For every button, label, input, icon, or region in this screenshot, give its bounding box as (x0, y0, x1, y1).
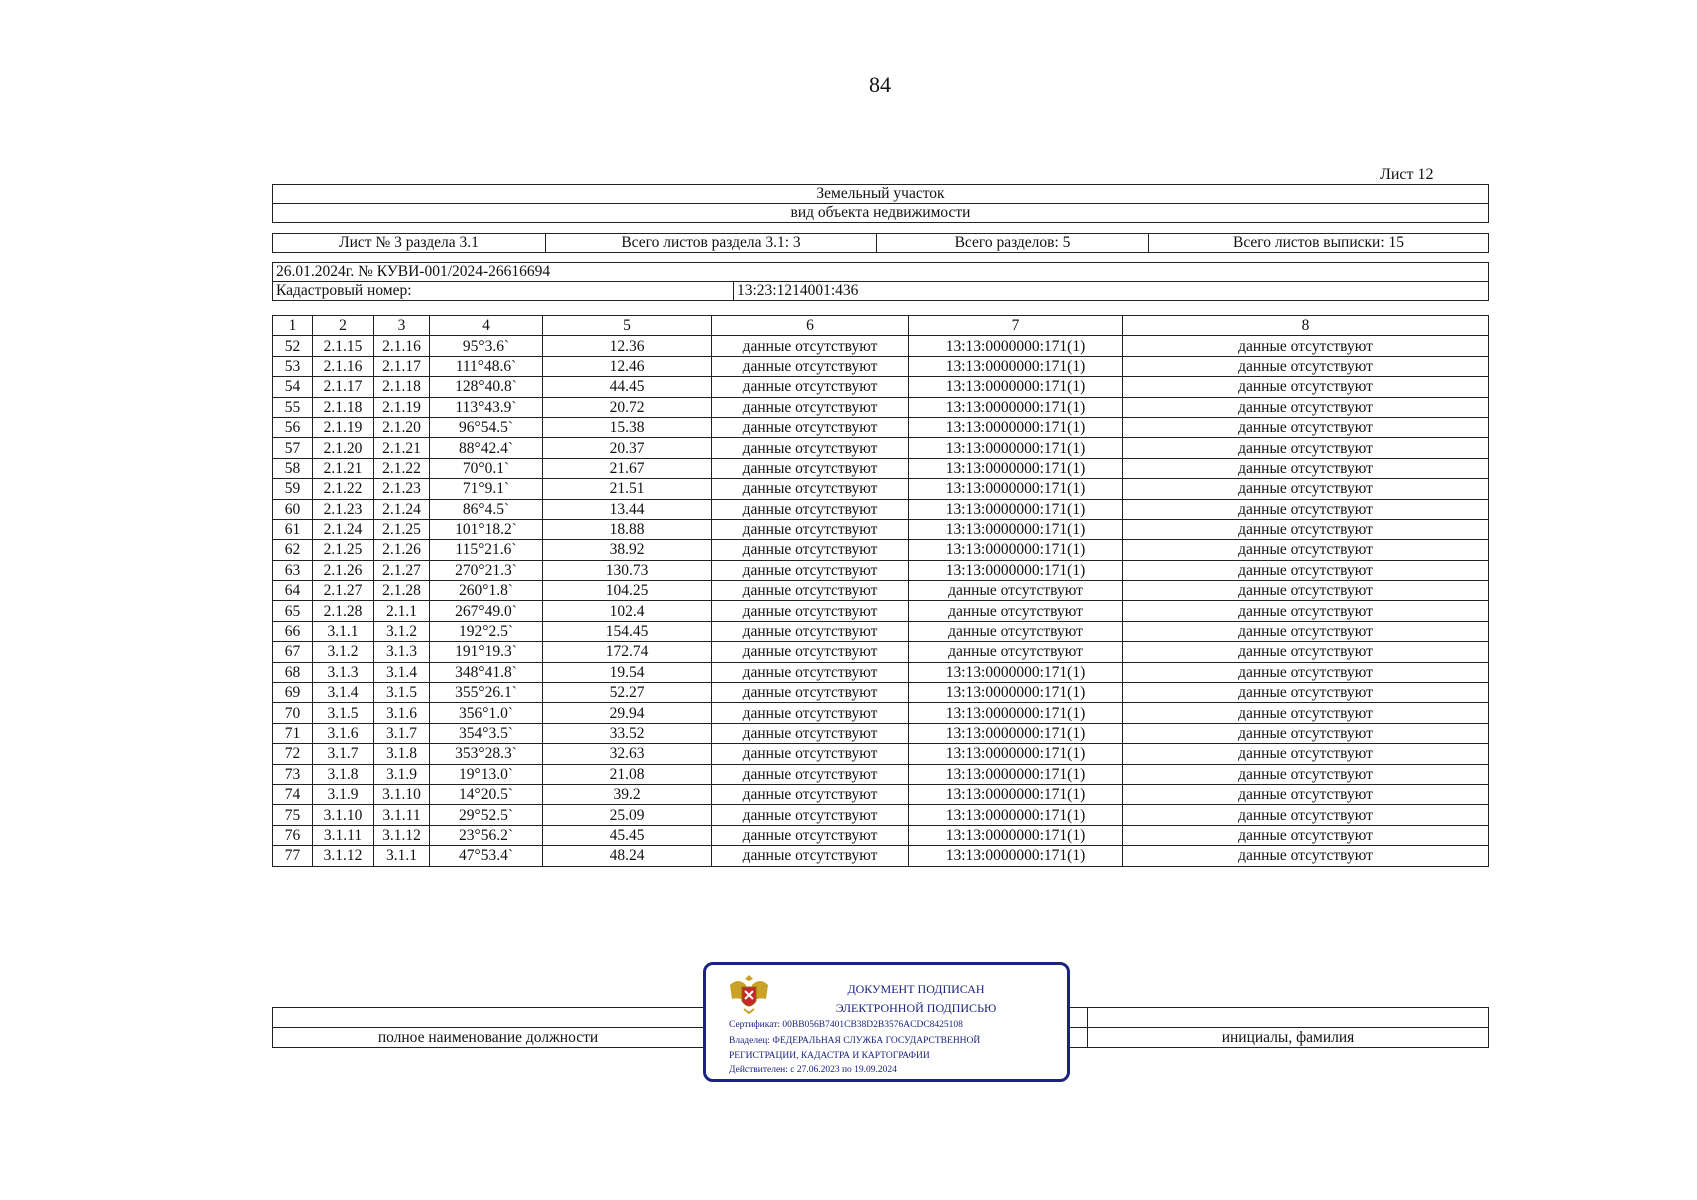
table-cell: 2.1.25 (313, 540, 374, 560)
table-cell: 64 (273, 581, 313, 601)
table-cell: 3.1.2 (374, 621, 430, 641)
table-cell: данные отсутствуют (1123, 846, 1489, 866)
table-cell: 61 (273, 519, 313, 539)
table-cell: 69 (273, 683, 313, 703)
table-cell: 48.24 (543, 846, 712, 866)
table-cell: 2.1.21 (313, 458, 374, 478)
table-cell: 101°18.2` (430, 519, 543, 539)
table-row (273, 438, 1489, 458)
table-cell: 56 (273, 417, 313, 437)
table-cell: 2.1.26 (374, 540, 430, 560)
table-cell: 38.92 (543, 540, 712, 560)
table-cell: данные отсутствуют (712, 581, 909, 601)
table-cell: 13:13:0000000:171(1) (909, 540, 1123, 560)
table-cell: 13:13:0000000:171(1) (909, 764, 1123, 784)
table-cell: 63 (273, 560, 313, 580)
table-cell: данные отсутствуют (712, 601, 909, 621)
table-cell: данные отсутствуют (712, 662, 909, 682)
table-cell: 3.1.5 (374, 683, 430, 703)
table-cell: 13:13:0000000:171(1) (909, 356, 1123, 376)
table-cell: 270°21.3` (430, 560, 543, 580)
column-header: 8 (1123, 316, 1489, 336)
table-cell: 115°21.6` (430, 540, 543, 560)
page-number: 84 (869, 72, 891, 97)
table-row (273, 417, 1489, 437)
table-cell: данные отсутствуют (712, 805, 909, 825)
table-cell: 102.4 (543, 601, 712, 621)
table-cell: 3.1.9 (374, 764, 430, 784)
table-cell: 2.1.19 (313, 417, 374, 437)
table-cell: 13:13:0000000:171(1) (909, 417, 1123, 437)
column-header: 6 (712, 316, 909, 336)
table-cell: 88°42.4` (430, 438, 543, 458)
table-cell: 15.38 (543, 417, 712, 437)
table-cell: данные отсутствуют (712, 744, 909, 764)
table-cell: 3.1.1 (313, 621, 374, 641)
table-cell: данные отсутствуют (712, 417, 909, 437)
coat-of-arms-icon (726, 971, 772, 1015)
table-cell: 13:13:0000000:171(1) (909, 397, 1123, 417)
table-cell: данные отсутствуют (1123, 784, 1489, 804)
table-row (273, 805, 1489, 825)
table-row (273, 703, 1489, 723)
table-cell: данные отсутствуют (1123, 764, 1489, 784)
table-cell: 2.1.22 (313, 479, 374, 499)
column-header: 1 (273, 316, 313, 336)
table-row (273, 764, 1489, 784)
table-cell: данные отсутствуют (1123, 683, 1489, 703)
table-cell: 3.1.10 (374, 784, 430, 804)
table-cell: 2.1.25 (374, 519, 430, 539)
table-cell: 2.1.24 (374, 499, 430, 519)
table-cell: 68 (273, 662, 313, 682)
table-cell: данные отсутствуют (712, 356, 909, 376)
table-cell: данные отсутствуют (1123, 642, 1489, 662)
table-cell: 53 (273, 356, 313, 376)
table-cell: 355°26.1` (430, 683, 543, 703)
table-cell: 3.1.11 (313, 825, 374, 845)
table-cell: данные отсутствуют (712, 458, 909, 478)
table-cell: данные отсутствуют (1123, 499, 1489, 519)
table-cell: 77 (273, 846, 313, 866)
table-cell: данные отсутствуют (712, 764, 909, 784)
table-cell: 58 (273, 458, 313, 478)
registration-table (272, 262, 1489, 301)
table-cell: данные отсутствуют (712, 846, 909, 866)
table-cell: данные отсутствуют (712, 438, 909, 458)
table-cell: 57 (273, 438, 313, 458)
table-cell: 2.1.22 (374, 458, 430, 478)
table-cell: данные отсутствуют (1123, 621, 1489, 641)
table-cell: 104.25 (543, 581, 712, 601)
table-cell: 191°19.3` (430, 642, 543, 662)
table-cell: 354°3.5` (430, 723, 543, 743)
table-cell: данные отсутствуют (1123, 336, 1489, 356)
table-cell: 14°20.5` (430, 784, 543, 804)
table-cell: 70 (273, 703, 313, 723)
table-cell: 20.72 (543, 397, 712, 417)
table-cell: данные отсутствуют (712, 825, 909, 845)
table-cell: 2.1.20 (313, 438, 374, 458)
table-cell: 2.1.19 (374, 397, 430, 417)
table-row (273, 683, 1489, 703)
table-cell: данные отсутствуют (1123, 417, 1489, 437)
table-cell: 2.1.1 (374, 601, 430, 621)
table-row (273, 601, 1489, 621)
table-cell: 47°53.4` (430, 846, 543, 866)
table-cell: 13:13:0000000:171(1) (909, 846, 1123, 866)
table-cell: 13:13:0000000:171(1) (909, 560, 1123, 580)
sheet-label: Лист 12 (1380, 166, 1434, 183)
table-cell: 25.09 (543, 805, 712, 825)
table-cell: 54 (273, 377, 313, 397)
table-cell: 60 (273, 499, 313, 519)
table-cell: 13:13:0000000:171(1) (909, 458, 1123, 478)
table-cell: 74 (273, 784, 313, 804)
table-cell: данные отсутствуют (712, 784, 909, 804)
table-row (273, 336, 1489, 356)
stamp-validity: Действителен: с 27.06.2023 по 19.09.2024 (729, 1065, 897, 1075)
sheet-of-section: Лист № 3 раздела 3.1 (273, 234, 546, 253)
position-caption: полное наименование должности (273, 1028, 704, 1048)
table-cell: 13:13:0000000:171(1) (909, 499, 1123, 519)
table-cell: 13:13:0000000:171(1) (909, 336, 1123, 356)
table-cell: 13:13:0000000:171(1) (909, 784, 1123, 804)
table-cell: 3.1.4 (313, 683, 374, 703)
table-cell: 33.52 (543, 723, 712, 743)
table-cell: данные отсутствуют (712, 499, 909, 519)
table-cell: 113°43.9` (430, 397, 543, 417)
table-cell: 3.1.5 (313, 703, 374, 723)
table-header-row (273, 316, 1489, 336)
table-cell: 67 (273, 642, 313, 662)
table-cell: 2.1.16 (313, 356, 374, 376)
electronic-signature-stamp (703, 962, 1070, 1082)
table-cell: 18.88 (543, 519, 712, 539)
table-cell: 3.1.10 (313, 805, 374, 825)
table-cell: 3.1.12 (374, 825, 430, 845)
object-header-table (272, 184, 1489, 223)
table-cell: 72 (273, 744, 313, 764)
table-cell: 29°52.5` (430, 805, 543, 825)
table-cell: 2.1.23 (313, 499, 374, 519)
table-cell: 66 (273, 621, 313, 641)
position-line (273, 1008, 704, 1028)
table-cell: 45.45 (543, 825, 712, 845)
table-cell: 2.1.27 (313, 581, 374, 601)
table-cell: 20.37 (543, 438, 712, 458)
table-cell: 19°13.0` (430, 764, 543, 784)
table-cell: 2.1.27 (374, 560, 430, 580)
column-header: 3 (374, 316, 430, 336)
table-cell: данные отсутствуют (1123, 479, 1489, 499)
date-number: 26.01.2024г. № КУВИ-001/2024-26616694 (273, 263, 1489, 282)
table-cell: данные отсутствуют (712, 479, 909, 499)
table-cell: данные отсутствуют (1123, 825, 1489, 845)
table-cell: 3.1.8 (313, 764, 374, 784)
table-cell: 21.67 (543, 458, 712, 478)
table-cell: 3.1.9 (313, 784, 374, 804)
object-type: Земельный участок (273, 185, 1489, 204)
column-header: 4 (430, 316, 543, 336)
table-cell: 13:13:0000000:171(1) (909, 723, 1123, 743)
table-cell: 52.27 (543, 683, 712, 703)
table-cell: 2.1.17 (313, 377, 374, 397)
table-cell: 12.46 (543, 356, 712, 376)
table-cell: 2.1.24 (313, 519, 374, 539)
summary-table (272, 233, 1489, 253)
table-cell: 2.1.16 (374, 336, 430, 356)
table-cell: данные отсутствуют (712, 336, 909, 356)
total-sheets-section: Всего листов раздела 3.1: 3 (546, 234, 877, 253)
table-cell: данные отсутствуют (712, 683, 909, 703)
table-row (273, 662, 1489, 682)
table-cell: 39.2 (543, 784, 712, 804)
table-cell: данные отсутствуют (1123, 723, 1489, 743)
table-cell: 2.1.28 (374, 581, 430, 601)
table-cell: данные отсутствуют (1123, 458, 1489, 478)
table-row (273, 723, 1489, 743)
stamp-owner-line2: РЕГИСТРАЦИИ, КАДАСТРА И КАРТОГРАФИИ (729, 1051, 930, 1061)
table-cell: данные отсутствуют (909, 642, 1123, 662)
table-cell: 3.1.3 (374, 642, 430, 662)
table-cell: 3.1.11 (374, 805, 430, 825)
table-cell: 260°1.8` (430, 581, 543, 601)
table-row (273, 458, 1489, 478)
cadastral-value: 13:23:1214001:436 (734, 282, 1489, 301)
table-cell: 154.45 (543, 621, 712, 641)
table-cell: 76 (273, 825, 313, 845)
table-cell: 3.1.7 (374, 723, 430, 743)
table-cell: 65 (273, 601, 313, 621)
table-cell: 71°9.1` (430, 479, 543, 499)
name-line (1088, 1008, 1489, 1028)
table-cell: 70°0.1` (430, 458, 543, 478)
table-cell: 192°2.5` (430, 621, 543, 641)
table-cell: 3.1.2 (313, 642, 374, 662)
stamp-title-line1: ДОКУМЕНТ ПОДПИСАН (847, 982, 985, 996)
table-row (273, 621, 1489, 641)
table-cell: данные отсутствуют (1123, 397, 1489, 417)
object-type-caption: вид объекта недвижимости (273, 204, 1489, 223)
table-cell: 2.1.28 (313, 601, 374, 621)
table-cell: данные отсутствуют (1123, 744, 1489, 764)
table-cell: данные отсутствуют (712, 642, 909, 662)
table-cell: данные отсутствуют (1123, 805, 1489, 825)
cadastral-label: Кадастровый номер: (273, 282, 734, 301)
total-sheets: Всего листов выписки: 15 (1149, 234, 1489, 253)
table-cell: 62 (273, 540, 313, 560)
table-row (273, 356, 1489, 376)
table-cell: данные отсутствуют (712, 723, 909, 743)
table-cell: 3.1.3 (313, 662, 374, 682)
table-cell: данные отсутствуют (712, 560, 909, 580)
table-row (273, 846, 1489, 866)
table-cell: 13:13:0000000:171(1) (909, 683, 1123, 703)
table-cell: данные отсутствуют (1123, 560, 1489, 580)
table-row (273, 784, 1489, 804)
table-cell: 3.1.7 (313, 744, 374, 764)
table-cell: 95°3.6` (430, 336, 543, 356)
table-cell: данные отсутствуют (712, 621, 909, 641)
table-cell: данные отсутствуют (712, 519, 909, 539)
table-cell: 29.94 (543, 703, 712, 723)
table-cell: 13.44 (543, 499, 712, 519)
total-sections: Всего разделов: 5 (877, 234, 1149, 253)
table-row (273, 377, 1489, 397)
table-cell: 3.1.12 (313, 846, 374, 866)
table-cell: 13:13:0000000:171(1) (909, 744, 1123, 764)
table-cell: 73 (273, 764, 313, 784)
table-row (273, 560, 1489, 580)
column-header: 5 (543, 316, 712, 336)
table-cell: данные отсутствуют (1123, 703, 1489, 723)
table-cell: 172.74 (543, 642, 712, 662)
table-cell: данные отсутствуют (1123, 377, 1489, 397)
table-cell: данные отсутствуют (712, 377, 909, 397)
table-cell: 3.1.6 (313, 723, 374, 743)
table-cell: 130.73 (543, 560, 712, 580)
table-cell: 3.1.8 (374, 744, 430, 764)
table-cell: 12.36 (543, 336, 712, 356)
table-cell: данные отсутствуют (909, 581, 1123, 601)
table-cell: 59 (273, 479, 313, 499)
table-row (273, 744, 1489, 764)
table-cell: 32.63 (543, 744, 712, 764)
table-cell: 353°28.3` (430, 744, 543, 764)
table-cell: 52 (273, 336, 313, 356)
table-cell: 2.1.18 (374, 377, 430, 397)
table-cell: данные отсутствуют (712, 540, 909, 560)
table-cell: 356°1.0` (430, 703, 543, 723)
table-cell: 21.51 (543, 479, 712, 499)
table-cell: 44.45 (543, 377, 712, 397)
table-cell: 2.1.26 (313, 560, 374, 580)
table-cell: 96°54.5` (430, 417, 543, 437)
table-cell: данные отсутствуют (1123, 519, 1489, 539)
table-cell: 71 (273, 723, 313, 743)
name-caption: инициалы, фамилия (1088, 1028, 1489, 1048)
table-cell: 75 (273, 805, 313, 825)
table-cell: 19.54 (543, 662, 712, 682)
boundary-table (272, 315, 1489, 867)
table-cell: данные отсутствуют (712, 397, 909, 417)
table-cell: 13:13:0000000:171(1) (909, 662, 1123, 682)
table-row (273, 479, 1489, 499)
table-cell: 3.1.1 (374, 846, 430, 866)
table-cell: 2.1.15 (313, 336, 374, 356)
table-row (273, 540, 1489, 560)
table-cell: данные отсутствуют (1123, 540, 1489, 560)
table-cell: 55 (273, 397, 313, 417)
table-cell: 3.1.6 (374, 703, 430, 723)
table-cell: 13:13:0000000:171(1) (909, 519, 1123, 539)
table-row (273, 642, 1489, 662)
table-cell: 2.1.23 (374, 479, 430, 499)
column-header: 2 (313, 316, 374, 336)
table-cell: данные отсутствуют (1123, 581, 1489, 601)
table-row (273, 581, 1489, 601)
table-cell: данные отсутствуют (712, 703, 909, 723)
table-cell: данные отсутствуют (1123, 662, 1489, 682)
table-cell: 13:13:0000000:171(1) (909, 825, 1123, 845)
table-cell: 348°41.8` (430, 662, 543, 682)
table-row (273, 397, 1489, 417)
table-row (273, 825, 1489, 845)
table-cell: 2.1.18 (313, 397, 374, 417)
stamp-certificate: Сертификат: 00BB056B7401CB38D2B3576ACDC8425108 (729, 1020, 963, 1030)
table-cell: 128°40.8` (430, 377, 543, 397)
table-cell: данные отсутствуют (909, 621, 1123, 641)
table-cell: 86°4.5` (430, 499, 543, 519)
table-cell: данные отсутствуют (1123, 601, 1489, 621)
table-cell: 21.08 (543, 764, 712, 784)
table-cell: 13:13:0000000:171(1) (909, 703, 1123, 723)
table-cell: 13:13:0000000:171(1) (909, 479, 1123, 499)
table-cell: 23°56.2` (430, 825, 543, 845)
table-cell: данные отсутствуют (909, 601, 1123, 621)
column-header: 7 (909, 316, 1123, 336)
table-cell: данные отсутствуют (1123, 438, 1489, 458)
table-row (273, 499, 1489, 519)
table-cell: 111°48.6` (430, 356, 543, 376)
table-body (273, 336, 1489, 866)
table-cell: данные отсутствуют (1123, 356, 1489, 376)
table-row (273, 519, 1489, 539)
table-cell: 267°49.0` (430, 601, 543, 621)
table-cell: 13:13:0000000:171(1) (909, 377, 1123, 397)
table-cell: 3.1.4 (374, 662, 430, 682)
table-cell: 2.1.17 (374, 356, 430, 376)
table-cell: 2.1.20 (374, 417, 430, 437)
stamp-title-line2: ЭЛЕКТРОННОЙ ПОДПИСЬЮ (835, 1001, 997, 1015)
table-cell: 13:13:0000000:171(1) (909, 438, 1123, 458)
table-cell: 2.1.21 (374, 438, 430, 458)
table-cell: 13:13:0000000:171(1) (909, 805, 1123, 825)
stamp-owner-line1: Владелец: ФЕДЕРАЛЬНАЯ СЛУЖБА ГОСУДАРСТВЕННОЙ (729, 1036, 981, 1046)
